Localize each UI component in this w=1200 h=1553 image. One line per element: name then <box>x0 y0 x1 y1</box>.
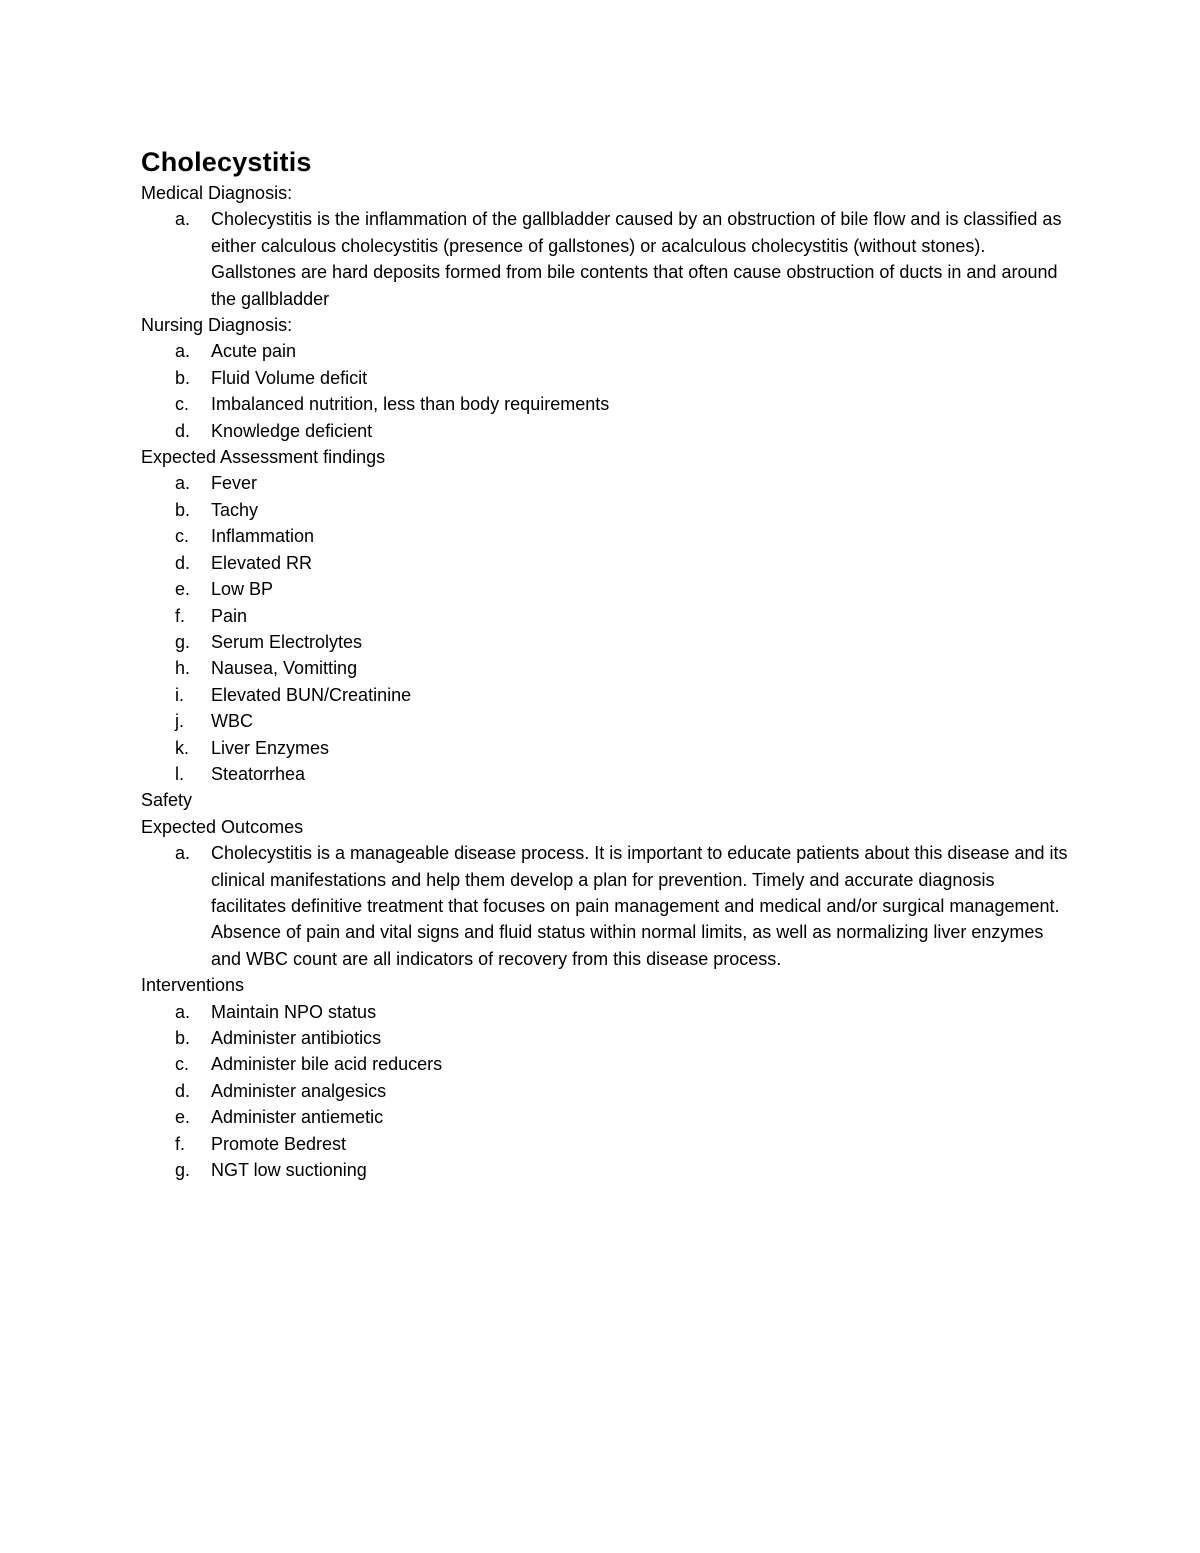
section-heading: Medical Diagnosis: <box>141 183 293 203</box>
section-heading: Safety <box>141 790 193 811</box>
list-marker: c. <box>175 526 190 547</box>
list-marker: i. <box>175 684 184 705</box>
list-item-text: NGT low suctioning <box>211 1160 367 1181</box>
list-marker: a. <box>175 209 191 230</box>
list-item-text: Steatorrhea <box>211 763 306 784</box>
list-item-text: Elevated RR <box>211 552 313 573</box>
section-list <box>141 206 1071 312</box>
list-item-text: Serum Electrolytes <box>211 631 363 652</box>
list-item <box>141 365 1071 391</box>
list-item <box>141 655 1071 681</box>
section-heading: Expected Outcomes <box>141 816 304 837</box>
list-marker: e. <box>175 579 191 600</box>
section <box>141 972 1071 1183</box>
list-item <box>141 1157 1071 1183</box>
section <box>141 180 1071 312</box>
list-marker: b. <box>175 1028 191 1048</box>
document-page <box>141 144 1071 1183</box>
list-item-text: Acute pain <box>211 341 297 362</box>
section-heading: Expected Assessment findings <box>141 447 386 468</box>
list-item-text: Administer bile acid reducers <box>211 1054 443 1075</box>
list-item <box>141 629 1071 655</box>
list-item <box>141 1078 1071 1104</box>
list-item-text: Pain <box>211 605 248 626</box>
list-item <box>141 1104 1071 1130</box>
list-marker: f. <box>175 1133 186 1154</box>
list-item <box>141 418 1071 444</box>
list-item-text: Cholecystitis is the inflammation of the gallbladder caused by an obstruction of bile flow and is classified as either calculous cholecystitis (presence of gallstones) or acalculous cholecystitis (without stones). Gallstones are hard deposits formed from bile contents that often cause obstruction of ducts in and around the gallbladder <box>211 209 1062 309</box>
list-marker: b. <box>175 499 191 520</box>
list-item <box>141 682 1071 708</box>
list-item-text: Tachy <box>211 499 259 520</box>
list-marker: c. <box>175 1054 190 1075</box>
list-marker: d. <box>175 552 191 573</box>
list-marker: k. <box>175 737 190 758</box>
list-item <box>141 1051 1071 1077</box>
list-marker: a. <box>175 473 191 494</box>
list-item <box>141 550 1071 576</box>
list-item-text: Knowledge deficient <box>211 420 373 441</box>
list-marker: c. <box>175 394 190 415</box>
list-marker: a. <box>175 843 191 864</box>
list-marker: f. <box>175 605 186 626</box>
list-item <box>141 603 1071 629</box>
list-item <box>141 761 1071 787</box>
list-item <box>141 338 1071 364</box>
list-item-text: Imbalanced nutrition, less than body requirements <box>211 394 610 415</box>
list-marker: h. <box>175 658 191 679</box>
list-marker: g. <box>175 1160 191 1181</box>
list-item-text: Fever <box>211 473 258 494</box>
list-item-text: Administer analgesics <box>211 1080 387 1101</box>
list-item-text: Cholecystitis is a manageable disease process. It is important to educate patients about this disease and its clinical manifestations and help them develop a plan for prevention. Timely and accurate diagnosis facilitates definitive treatment that focuses on pain management and medical and/or surgical management. Absence of pain and vital signs and fluid status within normal limits, as well as normalizing liver enzymes and WBC count are all indicators of recovery from this disease process. <box>211 843 1068 969</box>
section <box>141 814 1071 972</box>
list-marker: l. <box>175 763 184 784</box>
list-item-text: Nausea, Vomitting <box>211 658 358 679</box>
section <box>141 312 1071 444</box>
list-item <box>141 523 1071 549</box>
list-marker: a. <box>175 1001 191 1022</box>
list-item <box>141 999 1071 1025</box>
list-item-text: Administer antibiotics <box>211 1028 382 1048</box>
list-marker: e. <box>175 1107 191 1128</box>
list-item-text: Elevated BUN/Creatinine <box>211 684 412 705</box>
list-item <box>141 391 1071 417</box>
section-heading: Nursing Diagnosis: <box>141 315 293 336</box>
list-item <box>141 576 1071 602</box>
section-list <box>141 338 1071 444</box>
section-list <box>141 470 1071 787</box>
list-item <box>141 735 1071 761</box>
list-item <box>141 708 1071 734</box>
list-item <box>141 1131 1071 1157</box>
list-item-text: Maintain NPO status <box>211 1001 377 1022</box>
list-marker: a. <box>175 341 191 362</box>
list-item-text: Liver Enzymes <box>211 737 330 758</box>
document-title: Cholecystitis <box>141 147 312 177</box>
section <box>141 787 1071 813</box>
list-item <box>141 1025 1071 1051</box>
list-marker: j. <box>175 711 184 732</box>
list-marker: d. <box>175 420 191 441</box>
list-item-text: WBC <box>211 711 253 732</box>
list-item <box>141 470 1071 496</box>
section <box>141 444 1071 787</box>
list-item <box>141 206 1071 312</box>
list-marker: b. <box>175 367 191 388</box>
section-list <box>141 999 1071 1184</box>
list-marker: d. <box>175 1080 191 1101</box>
list-item <box>141 840 1071 972</box>
section-list <box>141 840 1071 972</box>
list-item-text: Promote Bedrest <box>211 1133 347 1154</box>
document-body <box>141 180 1071 1183</box>
list-item-text: Administer antiemetic <box>211 1107 384 1128</box>
list-item <box>141 497 1071 523</box>
list-item-text: Fluid Volume deficit <box>211 367 368 388</box>
list-item-text: Low BP <box>211 579 274 600</box>
list-item-text: Inflammation <box>211 526 315 547</box>
list-marker: g. <box>175 631 191 652</box>
section-heading: Interventions <box>141 975 245 996</box>
